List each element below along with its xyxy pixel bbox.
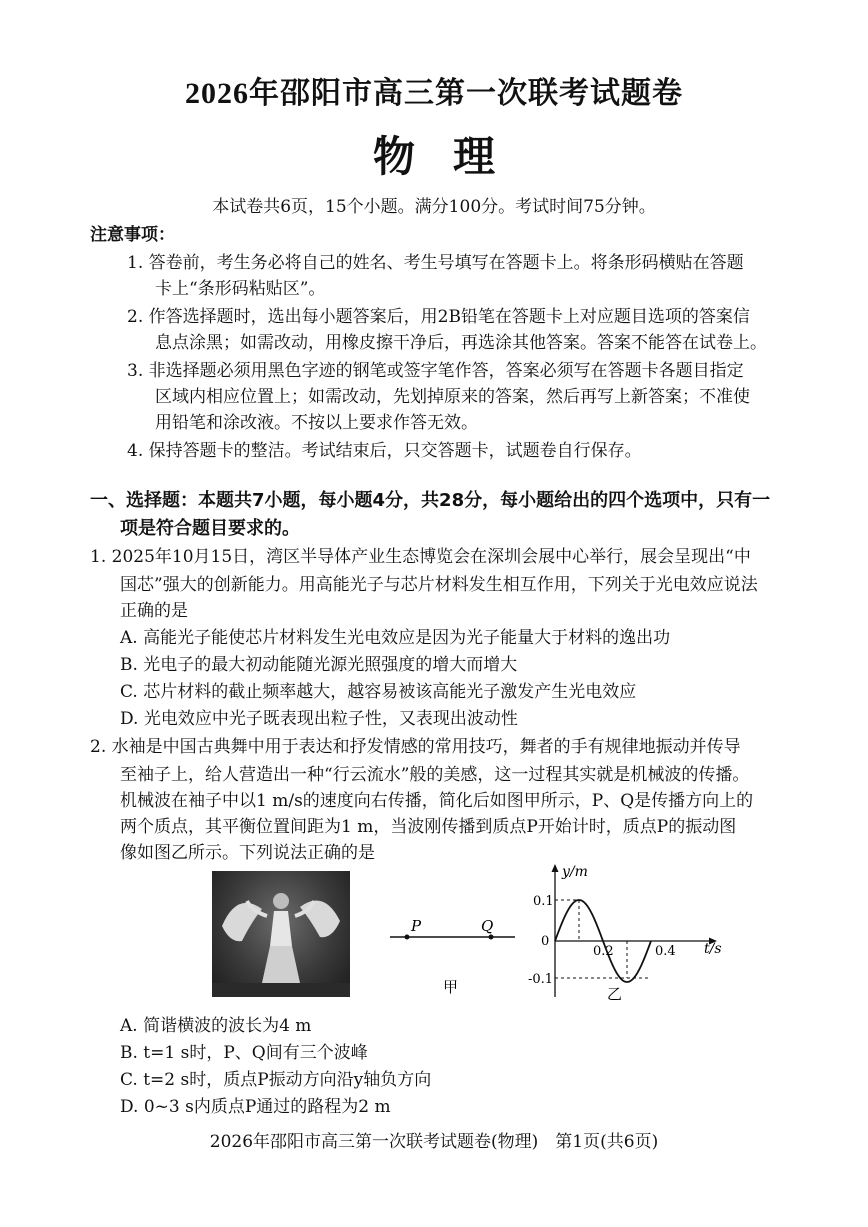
y-axis-label: y/m <box>562 864 588 880</box>
note-line: 4. 保持答题卡的整洁。考试结束后，只交答题卡，试题卷自行保存。 <box>127 441 642 461</box>
x-tick-0-4: 0.4 <box>655 944 676 959</box>
y-tick-top: 0.1 <box>533 894 554 909</box>
notes-heading: 注意事项： <box>90 225 175 245</box>
dancer-photo <box>212 871 350 997</box>
y-tick-bottom: -0.1 <box>528 972 554 987</box>
section-heading: 一、选择题：本题共7小题，每小题4分，共28分，每小题给出的四个选项中，只有一 <box>90 490 771 511</box>
q2-stem-line: 2. 水袖是中国古典舞中用于表达和抒发情感的常用技巧，舞者的手有规律地振动并传导 <box>90 737 741 757</box>
note-line: 用铅笔和涂改液。不按以上要求作答无效。 <box>155 413 478 433</box>
note-line: 1. 答卷前，考生务必将自己的姓名、考生号填写在答题卡上。将条形码横贴在答题 <box>127 253 744 273</box>
q1-stem-line: 正确的是 <box>120 601 188 621</box>
subject-title: 物理 <box>372 132 533 181</box>
q2-stem-line: 两个质点，其平衡位置间距为1 m，当波刚传播到质点P开始计时，质点P的振动图 <box>120 817 737 837</box>
q1-stem-line: 国芯”强大的创新能力。用高能光子与芯片材料发生相互作用，下列关于光电效应说法 <box>120 575 758 595</box>
q2-stem-line: 至袖子上，给人营造出一种“行云流水”般的美感，这一过程其实就是机械波的传播。 <box>120 765 750 785</box>
point-p-label: P <box>411 917 422 935</box>
q1-option-d: D. 光电效应中光子既表现出粒子性，又表现出波动性 <box>120 709 518 729</box>
q2-stem-line: 像如图乙所示。下列说法正确的是 <box>120 843 375 863</box>
q1-stem-line: 1. 2025年10月15日，湾区半导体产业生态博览会在深圳会展中心举行，展会呈现出“中 <box>90 547 751 567</box>
note-line: 区域内相应位置上；如需改动，先划掉原来的答案，然后再写上新答案；不准使 <box>155 387 750 407</box>
q2-option-a: A. 简谐横波的波长为4 m <box>120 1016 312 1036</box>
q1-option-a: A. 高能光子能使芯片材料发生光电效应是因为光子能量大于材料的逸出功 <box>120 628 671 648</box>
q2-option-c: C. t=2 s时，质点P振动方向沿y轴负方向 <box>120 1070 432 1090</box>
exam-title: 2026年邵阳市高三第一次联考试题卷 <box>185 77 683 110</box>
note-line: 息点涂黑；如需改动，用橡皮擦干净后，再选涂其他答案。答案不能答在试卷上。 <box>155 333 767 353</box>
q2-stem-line: 机械波在袖子中以1 m/s的速度向右传播，简化后如图甲所示，P、Q是传播方向上的 <box>120 791 754 811</box>
q1-option-b: B. 光电子的最大初动能随光源光照强度的增大而增大 <box>120 655 518 675</box>
figure-jia <box>385 905 525 995</box>
figure-jia-caption: 甲 <box>443 978 459 995</box>
point-q-label: Q <box>481 917 494 935</box>
note-line: 2. 作答选择题时，选出每小题答案后，用2B铅笔在答题卡上对应题目选项的答案信 <box>127 307 750 327</box>
x-axis-label: t/s <box>704 941 722 957</box>
q2-option-d: D. 0~3 s内质点P通过的路程为2 m <box>120 1097 391 1117</box>
point-q-dot <box>489 935 494 940</box>
page-footer: 2026年邵阳市高三第一次联考试题卷(物理) 第1页(共6页) <box>209 1132 659 1152</box>
y-tick-origin: 0 <box>541 934 550 949</box>
note-line: 3. 非选择题必须用黑色字迹的钢笔或签字笔作答，答案必须写在答题卡各题目指定 <box>127 361 744 381</box>
exam-info: 本试卷共6页，15个小题。满分100分。考试时间75分钟。 <box>212 197 656 217</box>
note-line: 卡上“条形码粘贴区”。 <box>155 279 326 299</box>
figure-yi-caption: 乙 <box>607 985 623 1002</box>
section-heading-cont: 项是符合题目要求的。 <box>120 518 300 539</box>
point-p-dot <box>405 935 410 940</box>
x-tick-0-2: 0.2 <box>593 944 614 959</box>
q2-option-b: B. t=1 s时，P、Q间有三个波峰 <box>120 1043 368 1063</box>
q1-option-c: C. 芯片材料的截止频率越大，越容易被该高能光子激发产生光电效应 <box>120 682 637 702</box>
y-axis-arrow <box>552 864 559 872</box>
figure-yi-chart <box>525 862 735 1002</box>
